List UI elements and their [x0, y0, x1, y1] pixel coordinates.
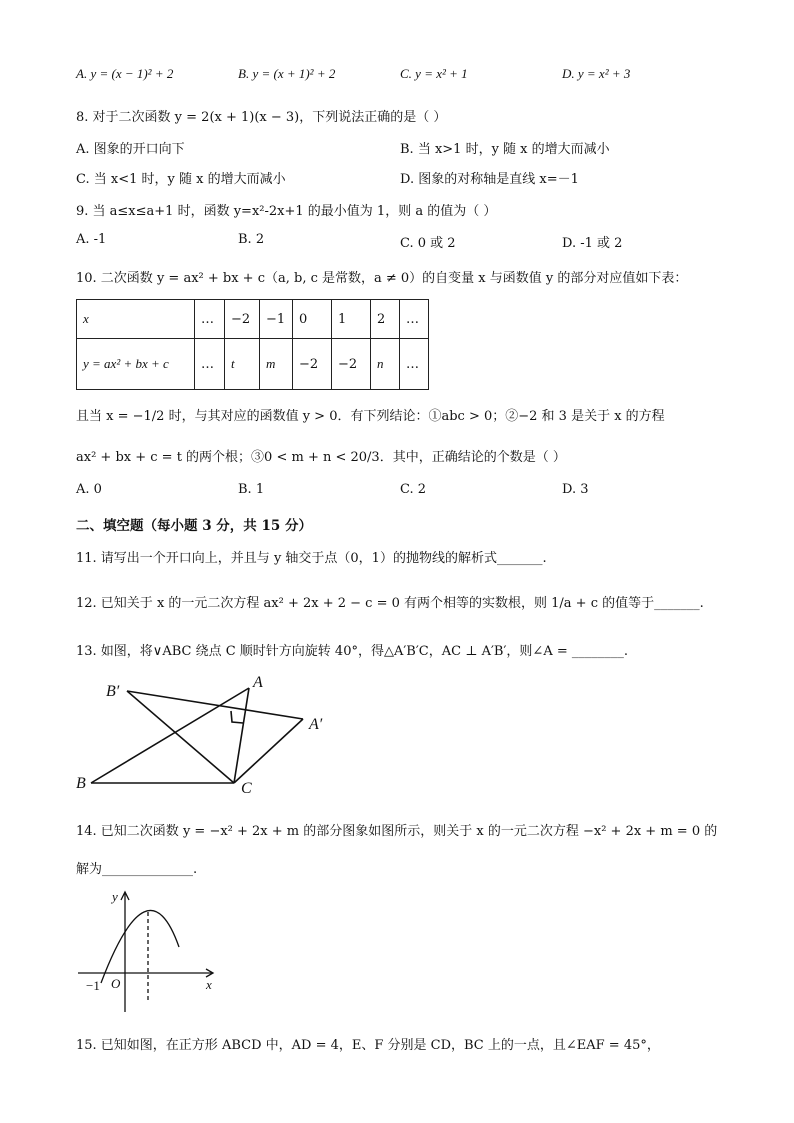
q13-text: 13. 如图，将∨ABC 绕点 C 顺时针方向旋转 40°，得△A′B′C，AC ⊥ A′B′，则∠A = ________. [76, 644, 628, 659]
q14-text-line2: 解为______________. [76, 862, 198, 877]
q12-text: 12. 已知关于 x 的一元二次方程 ax² + 2x + 2 − c = 0 有两个相等的实数根，则 1/a + c 的值等于_______. [76, 596, 704, 611]
q10-condition-line1: 且当 x = −1/2 时，与其对应的函数值 y > 0．有下列结论：①abc > 0；②−2 和 3 是关于 x 的方程 [76, 409, 665, 424]
y-axis-label: y [112, 889, 118, 904]
label-a-prime: A′ [309, 716, 323, 733]
table-cell: −2 [332, 339, 371, 390]
table-cell: y = ax² + bx + c [77, 339, 195, 390]
q8-option-b: B. 当 x>1 时，y 随 x 的增大而减小 [400, 142, 610, 157]
q8-stem: 8. 对于二次函数 y = 2(x + 1)(x − 3)，下列说法正确的是（ ） [76, 110, 447, 125]
table-cell: −2 [225, 300, 260, 339]
table-cell: −1 [260, 300, 293, 339]
q7-option-c: C. y = x² + 1 [400, 66, 468, 81]
table-cell: … [195, 300, 225, 339]
tick-label-minus-one: −1 [86, 978, 100, 993]
parabola-curve [101, 910, 179, 983]
q10-option-b: B. 1 [238, 482, 265, 497]
q10-option-d: D. 3 [562, 482, 589, 497]
table-cell: −2 [293, 339, 332, 390]
table-cell: 1 [332, 300, 371, 339]
origin-label: O [111, 976, 121, 991]
q8-option-d: D. 图象的对称轴是直线 x=－1 [400, 172, 579, 187]
table-cell: m [260, 339, 293, 390]
q7-option-d: D. y = x² + 3 [562, 66, 631, 81]
label-b-prime: B′ [106, 683, 120, 700]
table-cell: n [371, 339, 400, 390]
q9-option-c: C. 0 或 2 [400, 236, 456, 251]
label-a: A [253, 674, 263, 691]
table-cell: 2 [371, 300, 400, 339]
table-cell: t [225, 339, 260, 390]
table-cell: 0 [293, 300, 332, 339]
q10-stem: 10. 二次函数 y = ax² + bx + c（a, b, c 是常数，a ≠ 0）的自变量 x 与函数值 y 的部分对应值如下表： [76, 271, 688, 286]
q10-condition-line2: ax² + bx + c = t 的两个根；③0 < m + n < 20/3．其中，正确结论的个数是（ ） [76, 450, 566, 465]
section-title: 二、填空题（每小题 3 分，共 15 分） [76, 518, 312, 534]
table-cell: … [400, 300, 429, 339]
q7-option-a: A. y = (x − 1)² + 2 [76, 66, 174, 81]
q9-option-b: B. 2 [238, 232, 265, 247]
q15-text: 15. 已知如图，在正方形 ABCD 中，AD = 4，E、F 分别是 CD，BC 上的一点，且∠EAF = 45°， [76, 1038, 660, 1053]
q9-option-d: D. -1 或 2 [562, 236, 623, 251]
table-cell: … [400, 339, 429, 390]
x-axis-label: x [206, 977, 212, 992]
q10-option-c: C. 2 [400, 482, 427, 497]
label-c: C [241, 780, 252, 797]
q9-stem: 9. 当 a≤x≤a+1 时，函数 y=x²-2x+1 的最小值为 1，则 a 的值为（ ） [76, 204, 497, 219]
q9-option-a: A. -1 [76, 232, 107, 247]
q7-option-b: B. y = (x + 1)² + 2 [238, 66, 336, 81]
q8-option-c: C. 当 x<1 时，y 随 x 的增大而减小 [76, 172, 286, 187]
table-cell: … [195, 339, 225, 390]
label-b: B [76, 775, 86, 792]
q10-option-a: A. 0 [76, 482, 102, 497]
q11-text: 11. 请写出一个开口向上，并且与 y 轴交于点（0，1）的抛物线的解析式_______. [76, 551, 547, 566]
table-cell: x [77, 300, 195, 339]
q8-option-a: A. 图象的开口向下 [76, 142, 185, 157]
q14-text-line1: 14. 已知二次函数 y = −x² + 2x + m 的部分图象如图所示，则关于 x 的一元二次方程 −x² + 2x + m = 0 的 [76, 824, 718, 839]
